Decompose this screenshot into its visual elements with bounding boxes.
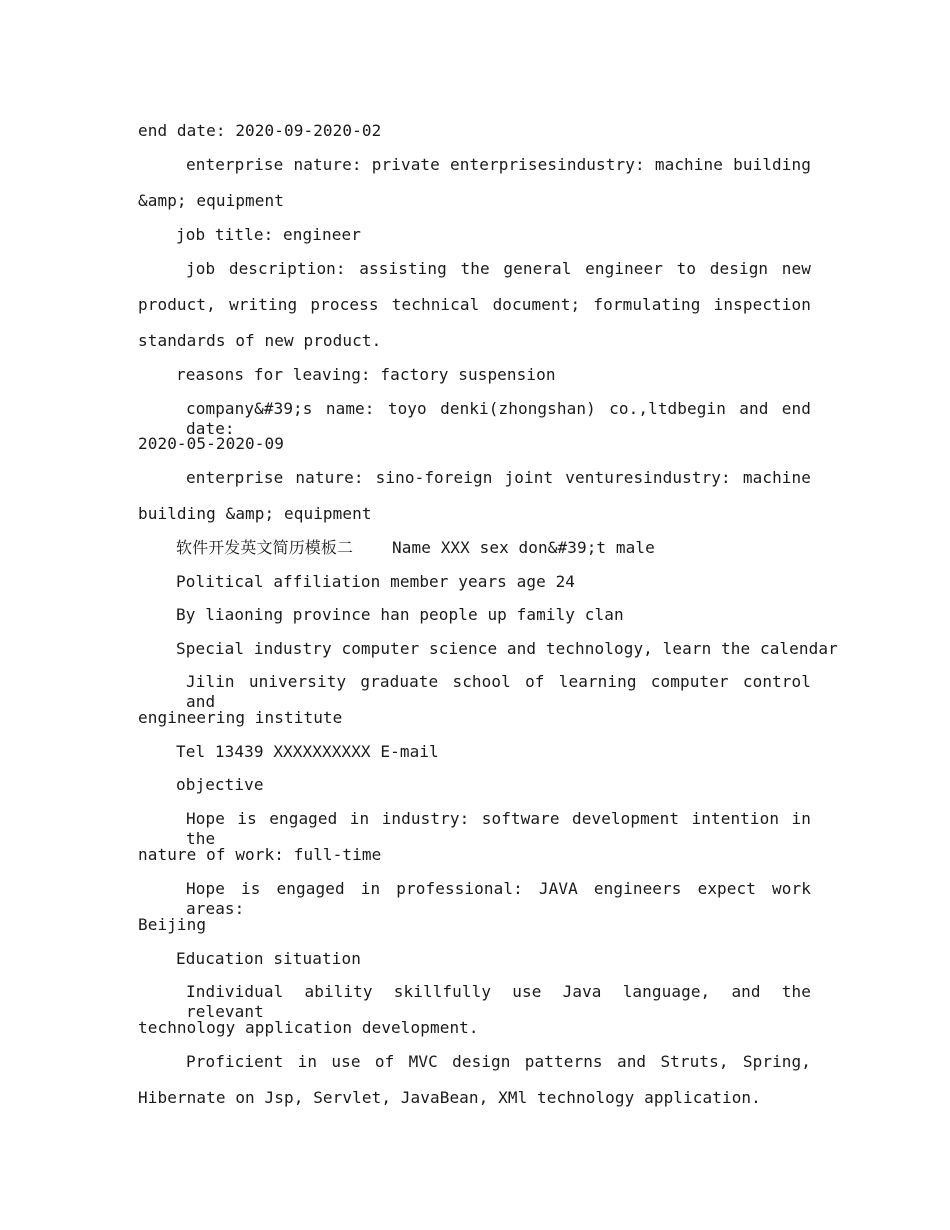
text-line: 软件开发英文简历模板二 Name XXX sex don&#39;t male (176, 538, 655, 557)
text-line: company&#39;s name: toyo denki(zhongshan) co.,ltdbegin and end date: (186, 399, 811, 438)
text-line: reasons for leaving: factory suspension (176, 365, 556, 384)
text-line: Hope is engaged in industry: software development intention in the (186, 809, 811, 848)
text-line: &amp; equipment (138, 191, 284, 210)
text-line: Hope is engaged in professional: JAVA engineers expect work areas: (186, 879, 811, 918)
text-line: Special industry computer science and technology, learn the calendar (176, 639, 838, 658)
text-line: Hibernate on Jsp, Servlet, JavaBean, XMl technology application. (138, 1088, 761, 1107)
text-line: building &amp; equipment (138, 504, 372, 523)
text-line: enterprise nature: sino-foreign joint venturesindustry: machine (186, 468, 811, 487)
text-line: Proficient in use of MVC design patterns and Struts, Spring, (186, 1052, 811, 1071)
text-line: end date: 2020-09-2020-02 (138, 121, 382, 140)
text-line: Jilin university graduate school of learning computer control and (186, 672, 811, 711)
text-line: technology application development. (138, 1018, 479, 1037)
text-line: nature of work: full-time (138, 845, 382, 864)
text-line: Beijing (138, 915, 207, 934)
text-line: Political affiliation member years age 24 (176, 572, 576, 591)
text-line: standards of new product. (138, 331, 382, 350)
text-line: Tel 13439 XXXXXXXXXX E-mail (176, 742, 439, 761)
text-line: job description: assisting the general engineer to design new (186, 259, 811, 278)
text-line: job title: engineer (176, 225, 361, 244)
text-line: Education situation (176, 949, 361, 968)
text-line: By liaoning province han people up family clan (176, 605, 624, 624)
text-line: engineering institute (138, 708, 343, 727)
text-line: product, writing process technical document; formulating inspection (138, 295, 811, 314)
text-line: Individual ability skillfully use Java language, and the relevant (186, 982, 811, 1021)
text-line: objective (176, 775, 264, 794)
text-line: 2020-05-2020-09 (138, 434, 284, 453)
text-line: enterprise nature: private enterprisesindustry: machine building (186, 155, 811, 174)
